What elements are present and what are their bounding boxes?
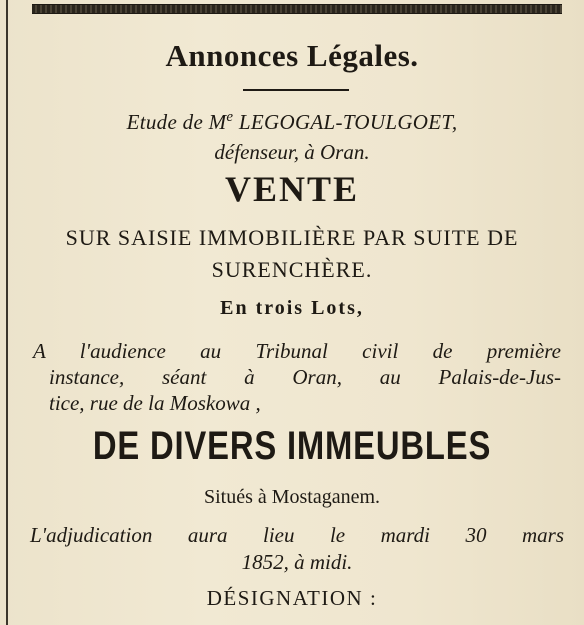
divers-heading: DE DIVERS IMMEUBLES <box>92 424 492 468</box>
audience-line-1: A l'audience au Tribunal civil de première <box>33 339 561 363</box>
saisie-line-2: SURENCHÈRE. <box>211 257 373 282</box>
header-rule <box>32 4 562 14</box>
etude-honorific: e <box>226 109 234 125</box>
vente-heading: VENTE <box>224 169 360 209</box>
situes-line: Situés à Mostaganem. <box>203 486 381 508</box>
adjudication-paragraph <box>30 522 564 576</box>
audience-line-2: instance, séant à Oran, au Palais-de-Jus- <box>49 365 561 389</box>
title-underline <box>243 89 349 91</box>
audience-paragraph <box>33 338 561 416</box>
saisie-line-1: SUR SAISIE IMMOBILIÈRE PAR SUITE DE <box>65 225 519 250</box>
section-title: Annonces Légales. <box>165 38 419 73</box>
etude-prefix: Etude de M <box>126 110 227 134</box>
lots-line: En trois Lots, <box>220 297 364 319</box>
defenseur-line: défenseur, à Oran. <box>214 140 370 164</box>
etude-name: LEGOGAL-TOULGOET, <box>233 110 458 134</box>
adjudication-line-1: L'adjudication aura lieu le mardi 30 mars <box>30 523 564 547</box>
etude-line <box>0 110 584 135</box>
audience-line-3: tice, rue de la Moskowa , <box>49 391 261 415</box>
designation-heading: DÉSIGNATION : <box>206 586 378 610</box>
adjudication-line-2: 1852, à midi. <box>241 550 353 574</box>
